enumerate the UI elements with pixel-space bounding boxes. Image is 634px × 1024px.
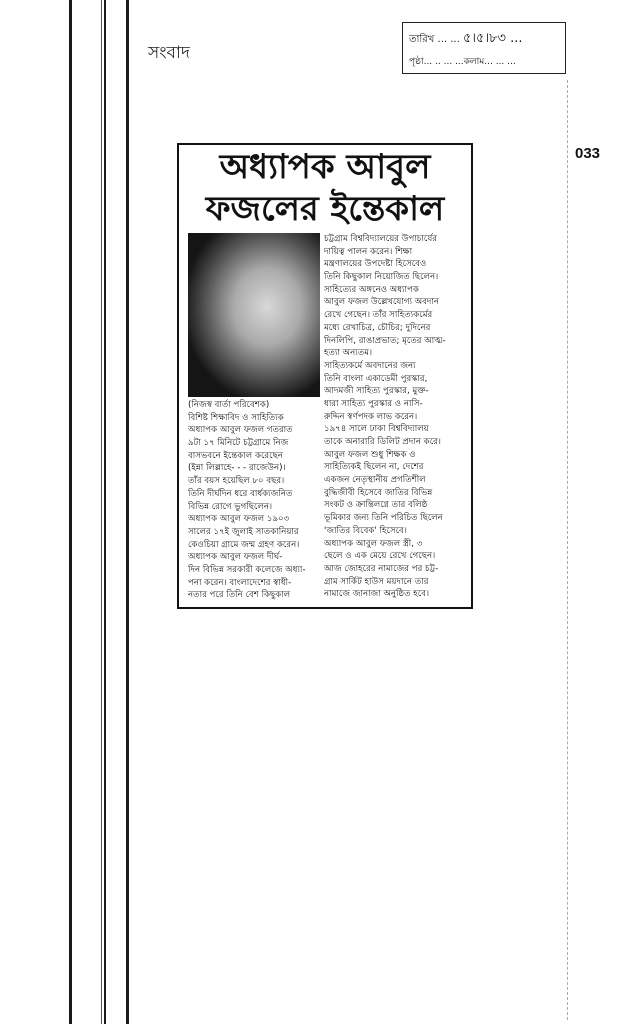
text-line: অধ্যাপক আবুল ফজল গতরাত <box>188 425 293 436</box>
text-line: বাসভবনে ইন্তেকাল করেছেন <box>188 450 283 461</box>
text-line: দিন বিভিন্ন সরকারী কলেজে অধ্যা- <box>188 564 306 575</box>
headline-line-2: ফজলের ইন্তেকাল <box>205 189 445 229</box>
page-number: 033 <box>575 145 601 162</box>
text-line: সাহিত্যকর্মে অবদানের জন্য <box>324 360 416 371</box>
text-line: সংকট ও ক্রান্তিলগ্নে তার বলিষ্ঠ <box>324 500 428 511</box>
text-line: ধারা সাহিত্য পুরস্কার ও নাসি- <box>324 398 423 409</box>
text-line: রেখে গেছেন। তাঁর সাহিত্যকর্মের <box>324 310 433 321</box>
text-line: বুদ্ধিজীবী হিসেবে জাতির বিভিন্ন <box>324 487 433 498</box>
text-line: মধ্যে রেখাচিত্র, চৌচির; দুদিনের <box>324 322 431 333</box>
text-line: তিনি বাংলা একাডেমী পুরস্কার, <box>324 373 428 384</box>
text-line: ভূমিকার জন্য তিনি পরিচিত ছিলেন <box>324 513 443 524</box>
text-line: অধ্যাপক আবুল ফজল দীর্ঘ- <box>188 552 283 563</box>
text-line: আবুল ফজল উল্লেখযোগ্য অবদান <box>324 297 440 308</box>
text-line: ১৯৭৪ সালে ঢাকা বিশ্ববিদ্যালয় <box>324 424 429 435</box>
headline-line-1: অধ্যাপক আবুল <box>219 147 431 187</box>
handwritten-source-label: সংবাদ <box>148 43 190 63</box>
text-line: (নিজস্ব বার্তা পরিবেশক) <box>188 400 270 410</box>
text-line: বিশিষ্ট শিক্ষাবিদ ও সাহিত্যিক <box>188 412 284 423</box>
text-line: আদমজী সাহিত্য পুরস্কার, মুক্ত- <box>324 386 429 397</box>
text-line: সালের ১৭ই জুলাই সাতকানিয়ার <box>188 526 299 537</box>
text-line: অধ্যাপক আবুল ফজল ১৯০৩ <box>188 514 290 525</box>
text-line: সাহিত্যের অঙ্গনেও অধ্যাপক <box>324 284 419 295</box>
text-line: গ্রাম সার্কিট হাউস ময়দানে তার <box>324 576 429 587</box>
right-column <box>324 233 468 601</box>
date-stamp-box <box>402 22 566 74</box>
text-line: তিনি দীর্ঘদিন ধরে বার্ধক্যজনিত <box>188 488 293 499</box>
text-line: বিভিন্ন রোগে ভুগছিলেন। <box>188 501 273 512</box>
binding-line <box>101 0 102 1024</box>
text-line: কেওচিয়া গ্রামে জন্ম গ্রহণ করেন। <box>188 539 300 550</box>
text-line: তাঁর বয়স হয়েছিল ৮০ বছর। <box>188 476 285 487</box>
binding-line <box>104 0 106 1024</box>
text-line: আজ জোহরের নামাজের পর চট্ট- <box>324 563 439 574</box>
binding-line <box>126 0 129 1024</box>
text-line: 'জাতির বিবেক' হিসেবে। <box>324 525 407 536</box>
date-label: তারিখ ... ... <box>409 34 460 45</box>
text-line: ৯টা ১৭ মিনিটে চট্টগ্রামে নিজ <box>188 438 289 449</box>
left-column <box>188 399 325 602</box>
text-line: (ইন্না লিল্লাহে- - - রাজেউন)। <box>188 463 286 474</box>
text-line: হত্যা অন্যতম। <box>324 348 373 359</box>
binding-line <box>69 0 72 1024</box>
text-line: পনা করেন। বাংলাদেশের স্বাধী- <box>188 577 292 588</box>
text-line: অধ্যাপক আবুল ফজল স্ত্রী, ৩ <box>324 538 423 549</box>
page-column-line: পৃষ্ঠা... .. ... ...কলাম... ... ... <box>409 57 516 67</box>
margin-line <box>567 80 568 1020</box>
text-line: তাকে অনারারি ডিলিট প্রদান করে। <box>324 437 441 447</box>
text-line: দিনলিপি, রাঙাপ্রভাত; মৃতের আত্ম- <box>324 335 446 346</box>
text-line: দায়িত্ব পালন করেন। শিক্ষা <box>324 246 413 257</box>
text-line: মন্ত্রণালয়ের উপদেষ্টা হিসেবেও <box>324 259 427 270</box>
text-line: তিনি কিছুকাল নিয়োজিত ছিলেন। <box>324 272 439 283</box>
text-line: ছেলে ও এক মেয়ে রেখে গেছেন। <box>324 551 436 562</box>
newspaper-clipping <box>177 143 473 609</box>
text-line: নামাজে জানাজা অনুষ্ঠিত হবে। <box>324 589 430 600</box>
text-line: একজন নেতৃস্থানীয় প্রগতিশীল <box>324 475 426 486</box>
text-line: চট্টগ্রাম বিশ্ববিদ্যালয়ের উপাচার্যের <box>324 234 438 244</box>
text-line: সাহিত্যিকই ছিলেন না, দেশের <box>324 462 424 473</box>
portrait-photo <box>188 233 320 397</box>
text-line: রুদ্দিন স্বর্ণপদক লাভ করেন। <box>324 411 418 422</box>
text-line: আবুল ফজল শুধু শিক্ষক ও <box>324 449 416 460</box>
text-line: নতার পরে তিনি বেশ কিছুকাল <box>188 590 291 601</box>
date-value: ৫।৫।৮৩ ... <box>462 31 523 46</box>
